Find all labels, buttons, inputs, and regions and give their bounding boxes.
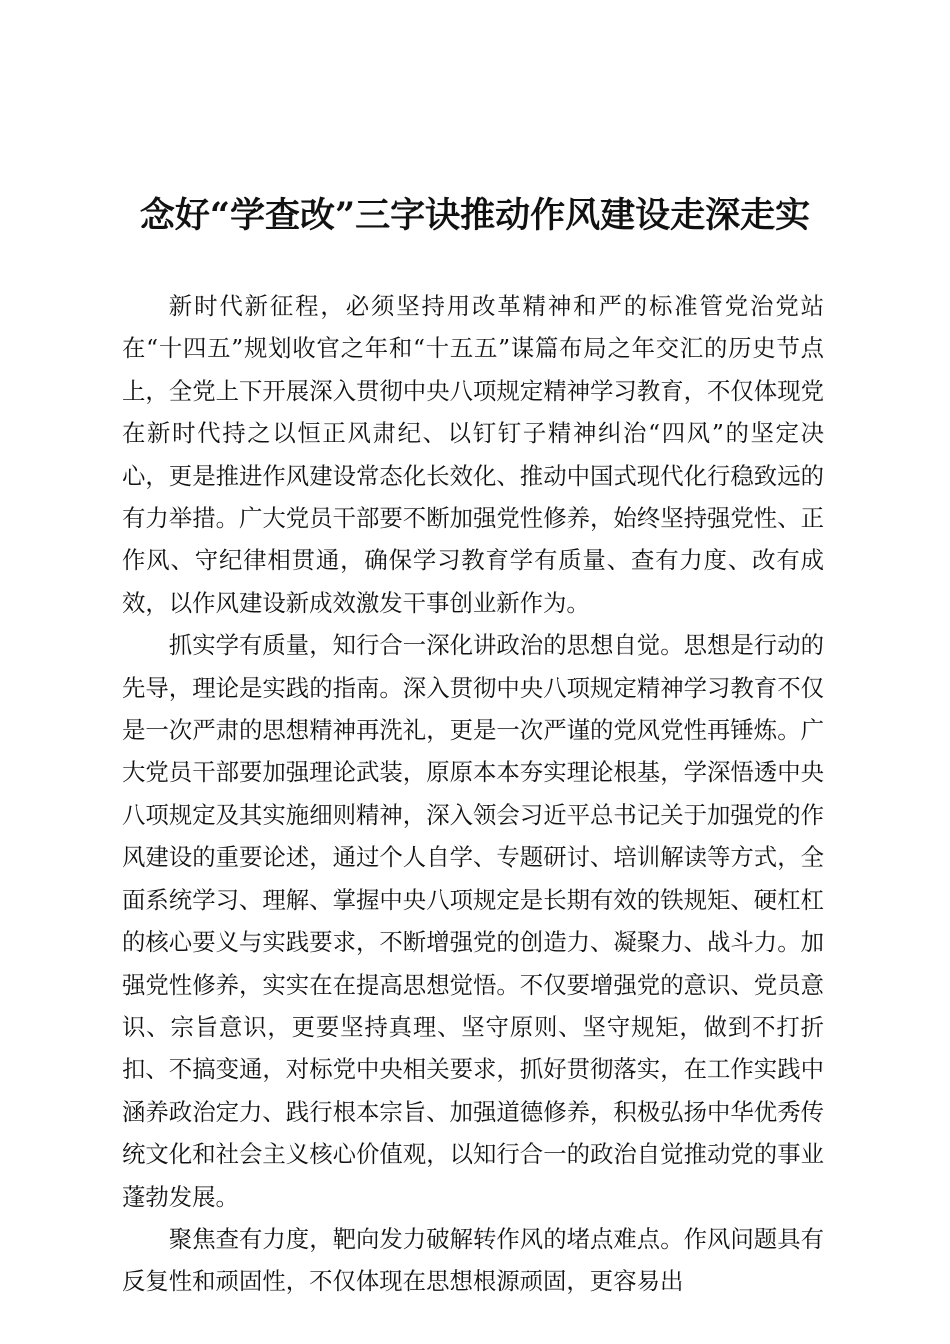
paragraph: 聚焦查有力度，靶向发力破解转作风的堵点难点。作风问题具有反复性和顽固性，不仅体现在思想根源顽固，更容易出 (122, 1224, 824, 1296)
paragraph: 新时代新征程，必须坚持用改革精神和严的标准管党治党站在“十四五”规划收官之年和“十五五”谋篇布局之年交汇的历史节点上，全党上下开展深入贯彻中央八项规定精神学习教育，不仅体现党在新时代持之以恒正风肃纪、以钉钉子精神纠治“四风”的坚定决心，更是推进作风建设常态化长效化、推动中国式现代化行稳致远的有力举措。广大党员干部要不断加强党性修养，始终坚持强党性、正作风、守纪律相贯通，确保学习教育学有质量、查有力度、改有成效，以作风建设新成效激发干事创业新作为。 (122, 292, 824, 617)
document-title: 念好“学查改”三字诀推动作风建设走深走实 (139, 195, 811, 237)
document-body (122, 285, 824, 1303)
paragraph: 抓实学有质量，知行合一深化讲政治的思想自觉。思想是行动的先导，理论是实践的指南。深入贯彻中央八项规定精神学习教育不仅是一次严肃的思想精神再洗礼，更是一次严谨的党风党性再锤炼。广大党员干部要加强理论武装，原原本本夯实理论根基，学深悟透中央八项规定及其实施细则精神，深入领会习近平总书记关于加强党的作风建设的重要论述，通过个人自学、专题研讨、培训解读等方式，全面系统学习、理解、掌握中央八项规定是长期有效的铁规矩、硬杠杠的核心要义与实践要求，不断增强党的创造力、凝聚力、战斗力。加强党性修养，实实在在提高思想觉悟。不仅要增强党的意识、党员意识、宗旨意识，更要坚持真理、坚守原则、坚守规矩，做到不打折扣、不搞变通，对标党中央相关要求，抓好贯彻落实，在工作实践中涵养政治定力、践行根本宗旨、加强道德修养，积极弘扬中华优秀传统文化和社会主义核心价值观，以知行合一的政治自觉推动党的事业蓬勃发展。 (122, 631, 824, 1211)
